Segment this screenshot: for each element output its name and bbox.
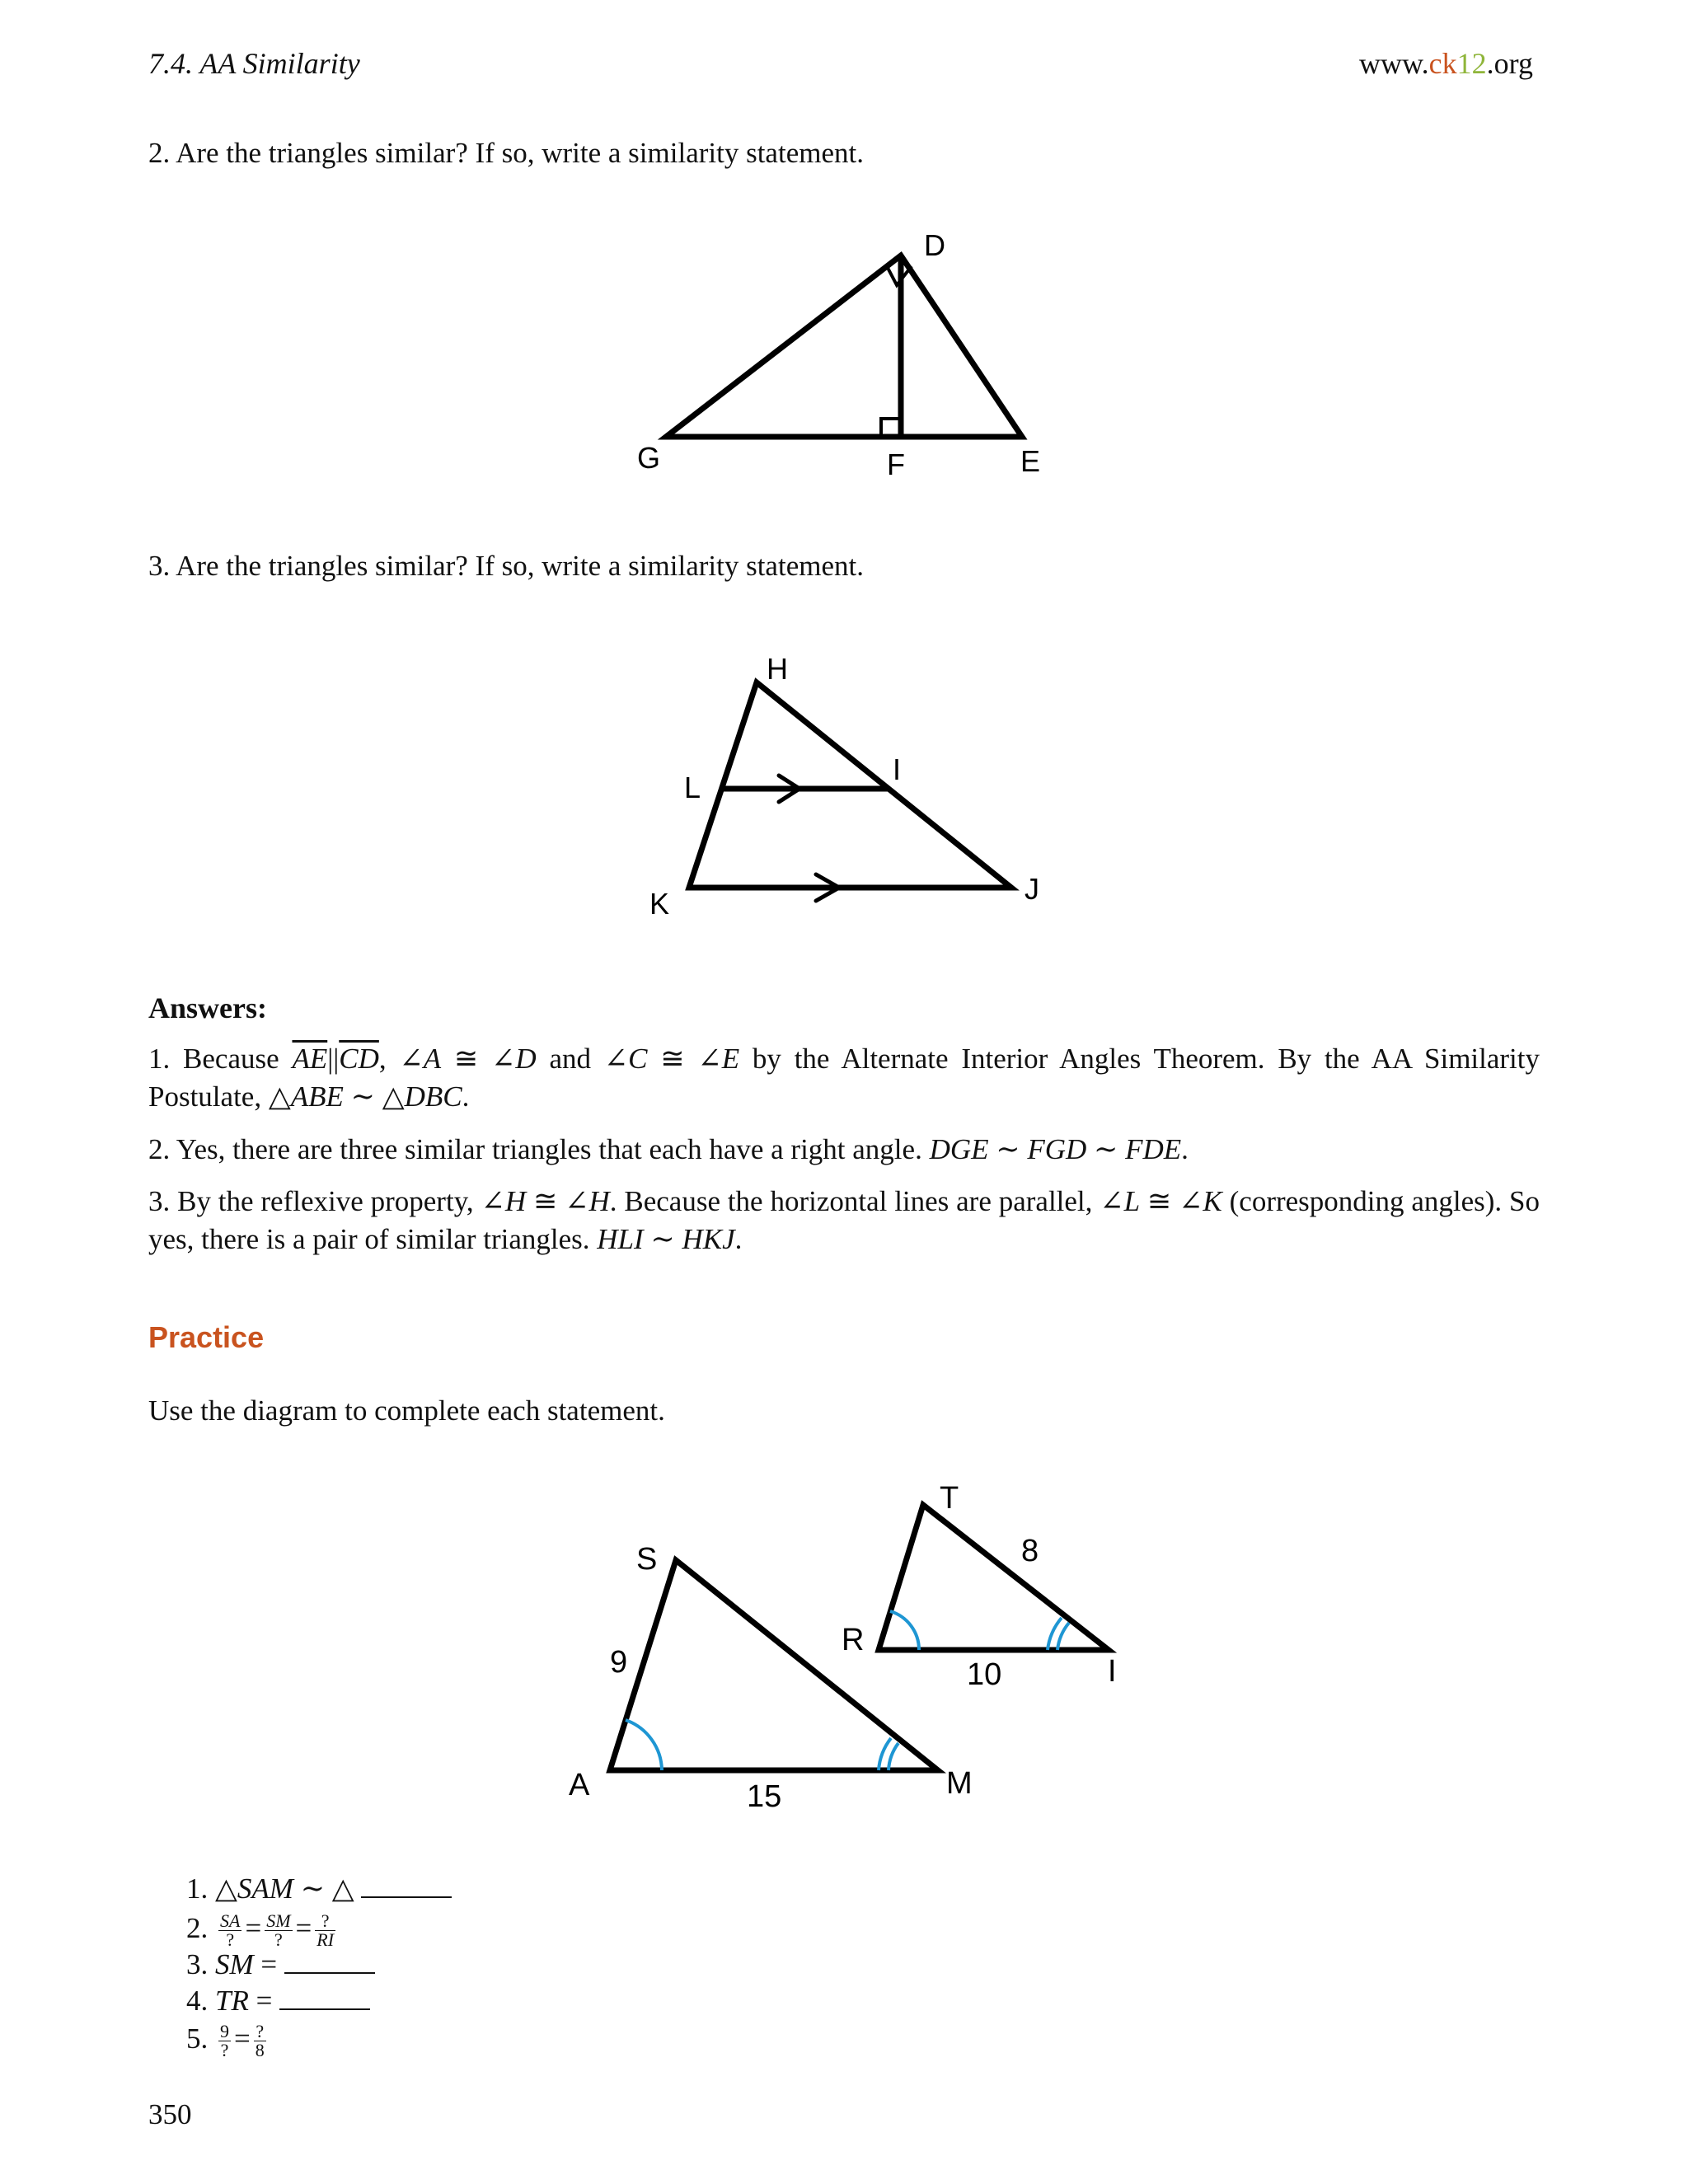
label-e: E [1020, 444, 1041, 478]
practice-heading: Practice [148, 1320, 265, 1354]
label-i-vertex: I [1108, 1654, 1117, 1689]
length-am: 15 [747, 1779, 782, 1814]
label-a: A [569, 1768, 590, 1802]
angle-mark-m-2 [889, 1743, 898, 1770]
label-s: S [636, 1542, 658, 1577]
label-f: F [887, 448, 905, 481]
answer-1: 1. Because $\overline{AE}||\overline{CD}$, ∠A ≅ ∠D and ∠C ≅ ∠E by the Alternate Interior Angles Theorem. By the AA Similarity Postulate, △ABE ∼ △DBC. [148, 1043, 1540, 1113]
section-title: 7.4. AA Similarity [148, 47, 360, 80]
length-sa: 9 [610, 1645, 628, 1680]
angle-mark-a [626, 1720, 662, 1770]
answers-heading: Answers: [148, 991, 267, 1024]
label-g: G [637, 441, 661, 475]
answer-blank-3[interactable] [284, 1947, 375, 1974]
question-3: 3. Are the triangles similar? If so, write a similarity statement. [148, 550, 864, 582]
exercise-5: 5. $\frac{9}{?}$ = $\frac{?}{8}$ [186, 2021, 265, 2061]
label-j: J [1025, 872, 1039, 906]
answer-3: 3. By the reflexive property, ∠H ≅ ∠H. Because the horizontal lines are parallel, ∠L ≅ ∠K (corresponding angles). So yes, there is a pair of similar triangles. HLI ∼ HKJ. [148, 1185, 1540, 1255]
length-ri: 10 [967, 1657, 1002, 1692]
angle-mark-i-2 [1057, 1623, 1069, 1650]
label-k: K [649, 887, 670, 921]
label-h: H [767, 652, 788, 686]
answer-blank-4[interactable] [279, 1984, 370, 2010]
length-ti: 8 [1021, 1534, 1039, 1568]
label-l: L [684, 771, 701, 804]
label-t: T [940, 1481, 959, 1516]
exercise-1: 1. △SAM ∼ △ [186, 1871, 452, 1907]
angle-mark-r [890, 1611, 919, 1650]
answer-blank-1[interactable] [361, 1872, 452, 1898]
label-d: D [924, 228, 945, 262]
exercise-4: 4. TR = [186, 1983, 370, 2019]
label-m: M [946, 1766, 973, 1801]
exercise-3: 3. SM = [186, 1947, 375, 1983]
exercise-2: 2. $\frac{SA}{?}$ = $\frac{SM}{?}$ = $\frac{?}{RI}$ [186, 1910, 335, 1951]
site-url[interactable]: www.ck12.org [1359, 47, 1533, 80]
practice-instruction: Use the diagram to complete each statement. [148, 1394, 665, 1427]
label-r: R [842, 1623, 865, 1657]
question-2: 2. Are the triangles similar? If so, write a similarity statement. [148, 137, 864, 169]
answer-2: 2. Yes, there are three similar triangles that each have a right angle. DGE ∼ FGD ∼ FDE. [148, 1133, 1189, 1165]
page-number: 350 [148, 2098, 192, 2130]
triangle-hkj [689, 682, 1011, 888]
triangle-dge [666, 255, 1022, 437]
label-i: I [893, 752, 902, 786]
